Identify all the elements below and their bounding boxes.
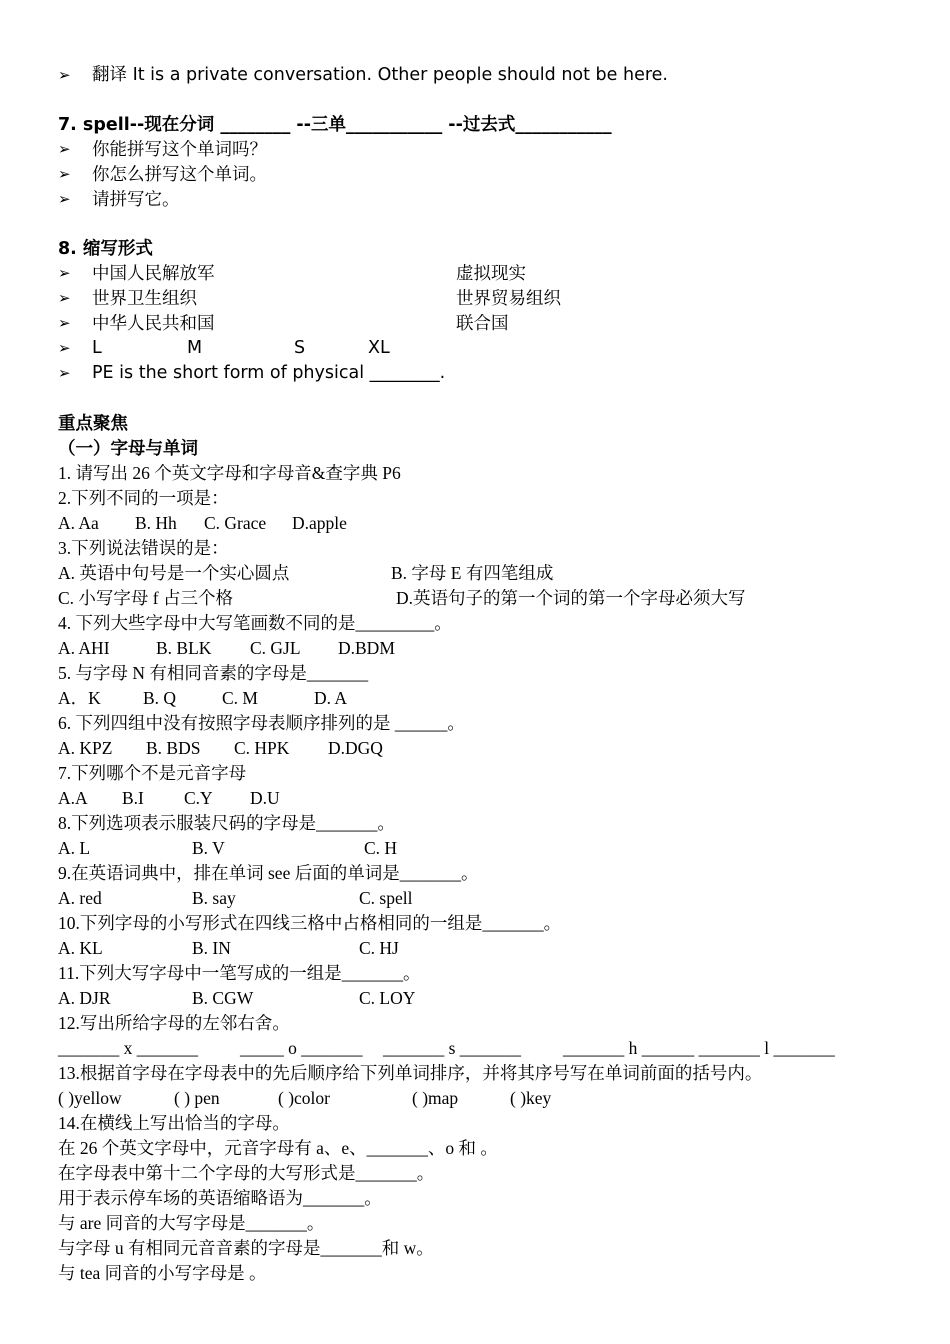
bullet-icon: ➢ [58,165,71,183]
option: A.A [58,788,88,808]
question-14: 14.在横线上写出恰当的字母。 [58,1113,290,1133]
question-2: 2.下列不同的一项是： [58,488,229,508]
option: B. 字母 E 有四笔组成 [391,563,554,583]
bullet-icon: ➢ [58,364,71,382]
translate-line: 翻译 It is a private conversation. Other people should not be here. [92,65,668,85]
question-1: 1. 请写出 26 个英文字母和字母音&查字典 P6 [58,463,401,483]
option: D.DGQ [328,738,383,758]
question-12: 12.写出所给字母的左邻右舍。 [58,1013,290,1033]
option: D. A [314,688,348,708]
option: A. L [58,838,91,858]
question-9: 9.在英语词典中，排在单词 see 后面的单词是_______。 [58,863,479,883]
bullet-icon: ➢ [58,289,71,307]
option: A. KPZ [58,738,113,758]
section-8-heading: 8. 缩写形式 [58,239,153,259]
option: C. 小写字母 f 占三个格 [58,588,233,608]
option: D.BDM [338,638,395,658]
option: B.I [122,788,144,808]
focus-subtitle: （一）字母与单词 [58,438,198,458]
option: D.U [250,788,280,808]
focus-title: 重点聚焦 [58,413,128,433]
option: B. CGW [192,988,254,1008]
option: C. spell [359,888,413,908]
question-7: 7.下列哪个不是元音字母 [58,763,247,783]
fill-line: 与 are 同音的大写字母是_______。 [58,1213,325,1233]
sort-item: ( )yellow [58,1088,122,1108]
bullet-icon: ➢ [58,190,71,208]
fill-line: 与字母 u 有相同元音音素的字母是_______和 w。 [58,1238,434,1258]
option: A. AHI [58,638,110,658]
option: B. say [192,888,236,908]
option: D.apple [292,513,347,533]
option: C.Y [184,788,213,808]
pe-line: PE is the short form of physical ________. [92,363,446,383]
sort-item: ( ) pen [174,1088,220,1108]
question-4: 4. 下列大些字母中大写笔画数不同的是_________。 [58,613,452,633]
option: C. HPK [234,738,290,758]
option: C. LOY [359,988,416,1008]
question-5: 5. 与字母 N 有相同音素的字母是_______ [58,663,369,683]
sort-item: ( )color [278,1088,330,1108]
neighbor-blank: _______ h ______ _______ l _______ [563,1038,835,1058]
neighbor-blank: _______ x _______ [58,1038,198,1058]
option: A．K [58,688,101,708]
neighbor-blank: _______ s _______ [383,1038,522,1058]
size-label: XL [368,338,390,358]
bullet-icon: ➢ [58,314,71,332]
list-item: 你能拼写这个单词吗？ [92,139,267,159]
option: B. Q [143,688,177,708]
fill-line: 在字母表中第十二个字母的大写形式是_______。 [58,1163,435,1183]
bullet-icon: ➢ [58,339,71,357]
fill-line: 在 26 个英文字母中，元音字母有 a、e、_______、o 和 。 [58,1138,498,1158]
sort-item: ( )map [412,1088,459,1108]
option: C. H [364,838,398,858]
question-13: 13.根据首字母在字母表中的先后顺序给下列单词排序，并将其序号写在单词前面的括号内。 [58,1063,763,1083]
option: A. 英语中句号是一个实心圆点 [58,563,290,583]
option: B. V [192,838,225,858]
abbr-right: 联合国 [456,313,509,333]
size-label: M [187,338,203,358]
abbr-left: 中国人民解放军 [92,263,215,283]
list-item: 请拼写它。 [92,189,180,209]
fill-line: 与 tea 同音的小写字母是 。 [58,1263,267,1283]
option: C. M [222,688,258,708]
option: B. BLK [156,638,212,658]
option: A. DJR [58,988,111,1008]
abbr-right: 世界贸易组织 [456,288,561,308]
bullet-icon: ➢ [58,66,71,84]
option: B. Hh [135,513,177,533]
list-item: 你怎么拼写这个单词。 [92,164,267,184]
size-label: L [92,338,102,358]
option: B. IN [192,938,231,958]
abbr-left: 中华人民共和国 [92,313,215,333]
option: C. HJ [359,938,399,958]
option: A. Aa [58,513,99,533]
option: C. Grace [204,513,267,533]
size-label: S [294,338,306,358]
question-8: 8.下列选项表示服装尺码的字母是_______。 [58,813,395,833]
abbr-left: 世界卫生组织 [92,288,197,308]
option: B. BDS [146,738,201,758]
bullet-icon: ➢ [58,264,71,282]
option: C. GJL [250,638,301,658]
neighbor-blank: _____ o _______ [240,1038,363,1058]
question-3: 3.下列说法错误的是： [58,538,229,558]
fill-line: 用于表示停车场的英语缩略语为_______。 [58,1188,382,1208]
question-6: 6. 下列四组中没有按照字母表顺序排列的是 ______。 [58,713,465,733]
bullet-icon: ➢ [58,140,71,158]
option: A. red [58,888,102,908]
option: A. KL [58,938,103,958]
question-11: 11.下列大写字母中一笔写成的一组是_______。 [58,963,421,983]
sort-item: ( )key [510,1088,552,1108]
question-10: 10.下列字母的小写形式在四线三格中占格相同的一组是_______。 [58,913,562,933]
section-7-heading: 7. spell--现在分词 ________ --三单___________ --过去式___________ [58,115,612,135]
option: D.英语句子的第一个词的第一个字母必须大写 [396,588,746,608]
abbr-right: 虚拟现实 [456,263,526,283]
